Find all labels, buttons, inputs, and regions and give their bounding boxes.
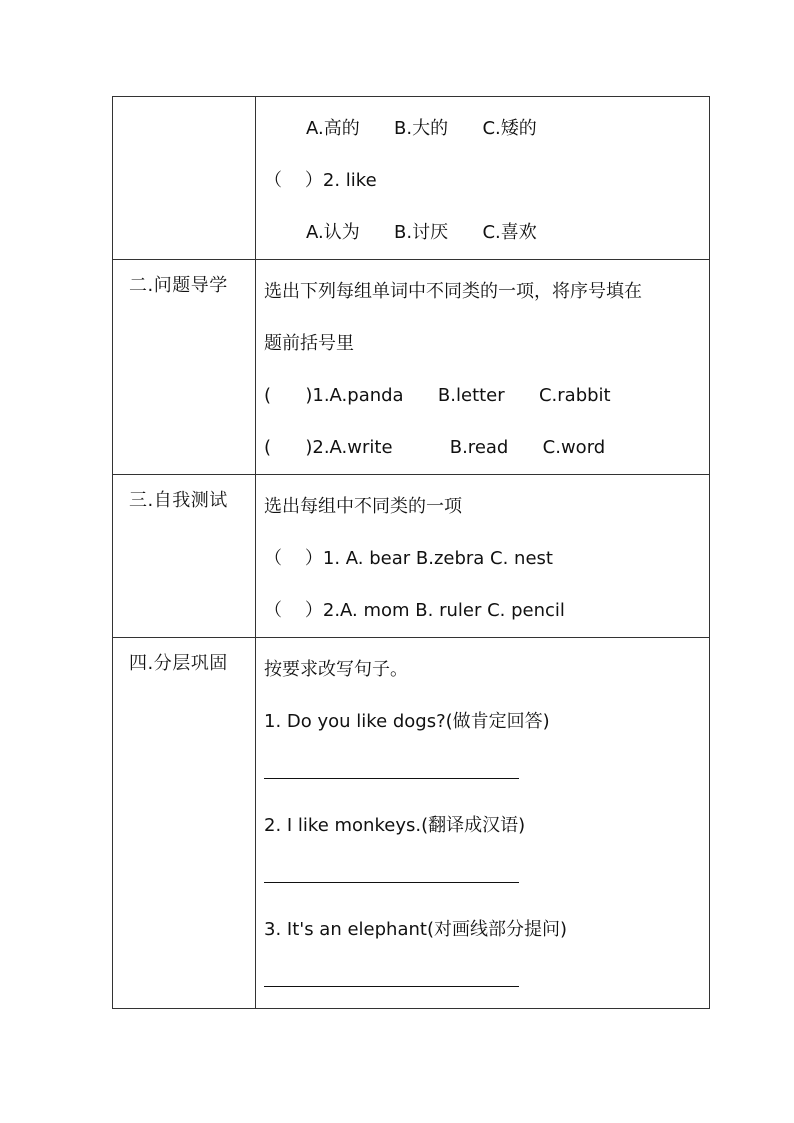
instruction-text: 选出下列每组单词中不同类的一项，将序号填在 xyxy=(264,281,642,302)
row-label-cell xyxy=(113,638,256,1009)
row-label: 二.问题导学 xyxy=(129,275,228,296)
row-label-cell xyxy=(113,97,256,260)
answer-blank[interactable] xyxy=(264,986,519,987)
instruction-text: 按要求改写句子。 xyxy=(264,659,408,680)
answer-blank[interactable] xyxy=(264,882,519,883)
question-item: 3. It's an elephant(对画线部分提问) xyxy=(264,919,567,940)
answer-blank-line[interactable] xyxy=(264,748,709,800)
table-row xyxy=(113,97,710,260)
table-row xyxy=(113,475,710,638)
table-row xyxy=(113,638,710,1009)
question-item: 2. I like monkeys.(翻译成汉语) xyxy=(264,815,526,836)
answer-blank-line[interactable] xyxy=(264,852,709,904)
answer-options: A.高的 B.大的 C.矮的 xyxy=(306,118,537,139)
question-item: ( )1.A.panda B.letter C.rabbit xyxy=(264,385,611,406)
instruction-text: 选出每组中不同类的一项 xyxy=(264,496,462,517)
question-item: （ ）1. A. bear B.zebra C. nest xyxy=(264,548,553,569)
row-label xyxy=(113,97,255,110)
worksheet-table xyxy=(112,96,710,1009)
question-item: ( )2.A.write B.read C.word xyxy=(264,437,606,458)
question-item: （ ）2.A. mom B. ruler C. pencil xyxy=(264,600,565,621)
row-label: 三.自我测试 xyxy=(129,490,228,511)
row-label-cell xyxy=(113,260,256,475)
answer-blank[interactable] xyxy=(264,778,519,779)
question-item: 1. Do you like dogs?(做肯定回答) xyxy=(264,711,550,732)
question-item: （ ）2. like xyxy=(264,170,377,191)
answer-blank-line[interactable] xyxy=(264,956,709,1008)
table-row xyxy=(113,260,710,475)
row-content-cell xyxy=(256,638,710,1009)
answer-options: A.认为 B.讨厌 C.喜欢 xyxy=(306,222,537,243)
instruction-text: 题前括号里 xyxy=(264,333,354,354)
row-content-cell xyxy=(256,260,710,475)
row-label-cell xyxy=(113,475,256,638)
row-content-cell xyxy=(256,97,710,260)
row-content-cell xyxy=(256,475,710,638)
row-label: 四.分层巩固 xyxy=(129,653,228,674)
